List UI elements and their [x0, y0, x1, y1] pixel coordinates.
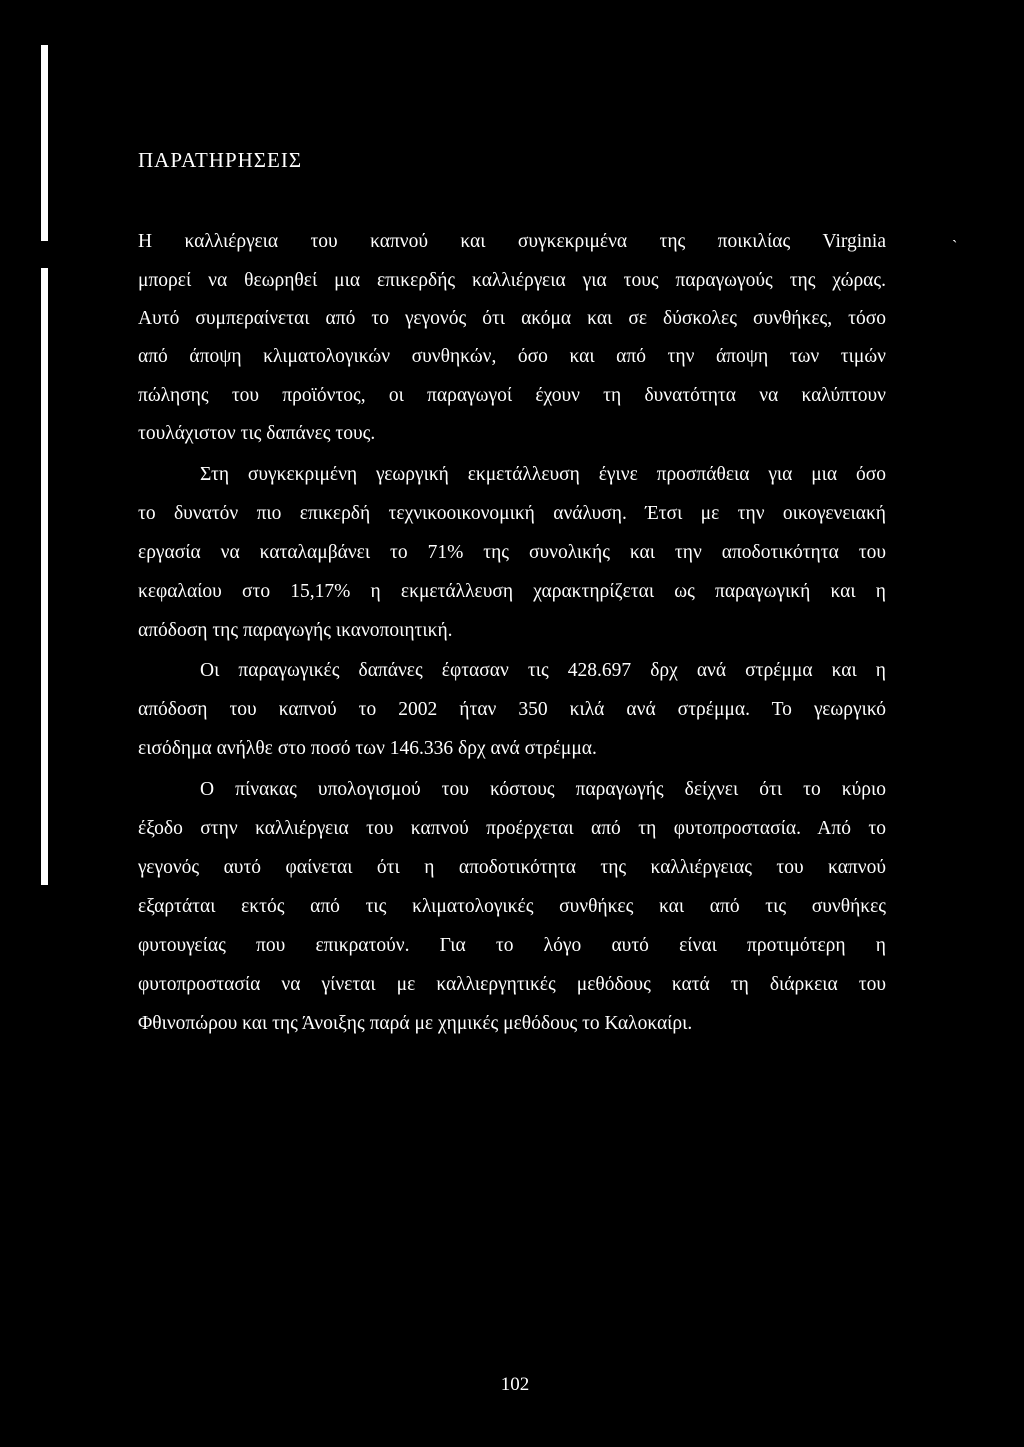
- text-line: Αυτό συμπεραίνεται από το γεγονός ότι ακόμα και σε δύσκολες συνθήκες, τόσο: [138, 308, 886, 329]
- scan-edge-bar-top: [41, 45, 48, 241]
- text-line: απόδοση της παραγωγής ικανοποιητική.: [138, 620, 453, 641]
- text-line: πώλησης του προϊόντος, οι παραγωγοί έχουν τη δυνατότητα να καλύπτουν: [138, 385, 886, 406]
- margin-mark: ˋ: [952, 238, 958, 255]
- text-line: εργασία να καταλαμβάνει το 71% της συνολικής και την αποδοτικότητα του: [138, 542, 886, 563]
- text-line: έξοδο στην καλλιέργεια του καπνού προέρχεται από τη φυτοπροστασία. Από το: [138, 818, 886, 839]
- text-line: Η καλλιέργεια του καπνού και συγκεκριμένα της ποικιλίας Virginia: [138, 231, 886, 252]
- text-line: γεγονός αυτό φαίνεται ότι η αποδοτικότητα της καλλιέργειας του καπνού: [138, 857, 886, 878]
- text-line: Ο πίνακας υπολογισμού του κόστους παραγωγής δείχνει ότι το κύριο: [200, 779, 886, 800]
- text-line: από άποψη κλιματολογικών συνθηκών, όσο και από την άποψη των τιμών: [138, 346, 886, 367]
- text-line: εξαρτάται εκτός από τις κλιματολογικές συνθήκες και από τις συνθήκες: [138, 896, 886, 917]
- text-line: το δυνατόν πιο επικερδή τεχνικοοικονομική ανάλυση. Έτσι με την οικογενειακή: [138, 503, 886, 524]
- text-line: τουλάχιστον τις δαπάνες τους.: [138, 423, 376, 444]
- scan-edge-bar-bottom: [41, 268, 48, 885]
- section-heading: ΠΑΡΑΤΗΡΗΣΕΙΣ: [138, 148, 303, 172]
- text-line: απόδοση του καπνού το 2002 ήταν 350 κιλά ανά στρέμμα. Το γεωργικό: [138, 699, 886, 720]
- text-line: εισόδημα ανήλθε στο ποσό των 146.336 δρχ ανά στρέμμα.: [138, 738, 597, 759]
- text-line: Φθινοπώρου και της Άνοιξης παρά με χημικές μεθόδους το Καλοκαίρι.: [138, 1013, 693, 1034]
- text-line: Στη συγκεκριμένη γεωργική εκμετάλλευση έγινε προσπάθεια για μια όσο: [200, 464, 886, 485]
- text-line: κεφαλαίου στο 15,17% η εκμετάλλευση χαρακτηρίζεται ως παραγωγική και η: [138, 581, 886, 602]
- text-line: φυτουγείας που επικρατούν. Για το λόγο αυτό είναι προτιμότερη η: [138, 935, 886, 956]
- page-number: 102: [500, 1374, 530, 1395]
- text-line: φυτοπροστασία να γίνεται με καλλιεργητικές μεθόδους κατά τη διάρκεια του: [138, 974, 886, 995]
- text-line: μπορεί να θεωρηθεί μια επικερδής καλλιέργεια για τους παραγωγούς της χώρας.: [138, 270, 886, 291]
- text-line: Οι παραγωγικές δαπάνες έφτασαν τις 428.697 δρχ ανά στρέμμα και η: [200, 660, 886, 681]
